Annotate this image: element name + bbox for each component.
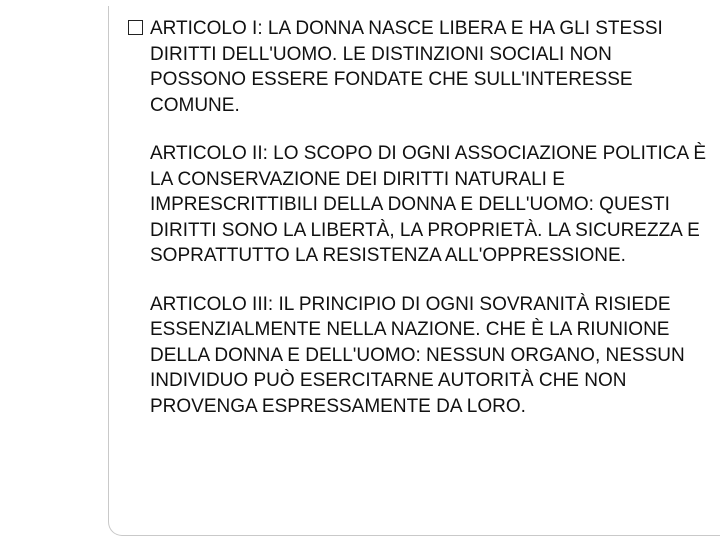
- article-3: [128, 292, 708, 420]
- article-2: [128, 141, 708, 269]
- article-1: [128, 16, 708, 118]
- slide-content: [128, 16, 708, 419]
- article-2-label: ARTICOLO II:: [150, 143, 268, 164]
- article-1-label: ARTICOLO I:: [150, 18, 263, 39]
- article-3-text: : IL PRINCIPIO DI OGNI SOVRANITÀ RISIEDE ESSENZIALMENTE NELLA NAZIONE. CHE È LA RIUNIONE DELLA DONNA E DELL'UOMO: NESSUN ORGANO, NESSUN INDIVIDUO PUÒ ESERCITARNE AUTORITÀ CHE NON PROVENGA ESPRESSAMENTE DA LORO.: [150, 293, 685, 417]
- article-1-text: LA DONNA NASCE LIBERA E HA GLI STESSI DIRITTI DELL'UOMO. LE DISTINZIONI SOCIALI NON POSSONO ESSERE FONDATE CHE SULL'INTERESSE COMUNE.: [150, 18, 663, 116]
- square-bullet-icon: [128, 20, 143, 35]
- article-2-text: LO SCOPO DI OGNI ASSOCIAZIONE POLITICA È LA CONSERVAZIONE DEI DIRITTI NATURALI E IMPRESCRITTIBILI DELLA DONNA E DELL'UOMO: QUESTI DIRITTI SONO LA LIBERTÀ, LA PROPRIETÀ. LA SICUREZZA E SOPRATTUTTO LA RESISTENZA ALL'OPPRESSIONE.: [150, 143, 707, 266]
- article-3-label: ARTICOLO III: [150, 293, 268, 315]
